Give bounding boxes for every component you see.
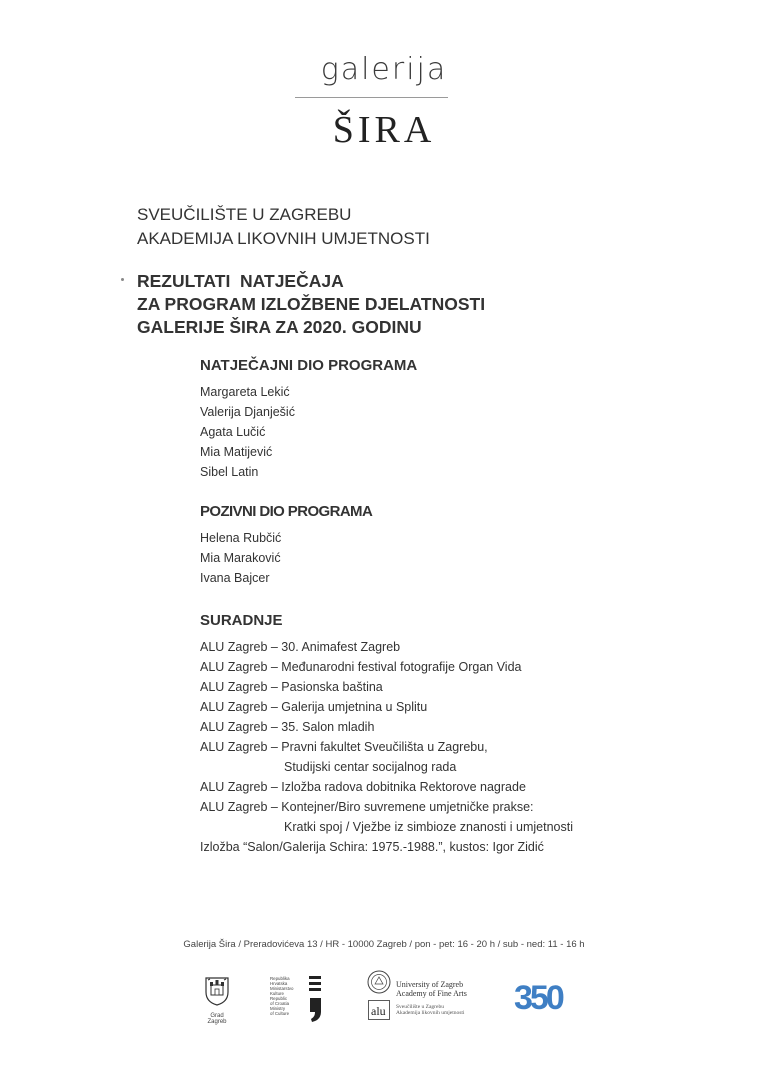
list-item: Agata Lučić [200, 425, 266, 439]
ministry-text-line: of Croatia [270, 1001, 290, 1006]
collaboration-description: Međunarodni festival fotografije Organ Vida [281, 660, 522, 674]
section-heading: POZIVNI DIO PROGRAMA [200, 503, 373, 520]
sira-logo-text: ŠIRA [332, 109, 436, 151]
section-collaborations [200, 612, 573, 857]
university-name: SVEUČILIŠTE U ZAGREBU [137, 205, 352, 224]
sponsor-logos [0, 970, 768, 1030]
document-title [137, 270, 485, 339]
list-item: Margareta Lekić [200, 385, 290, 399]
collaboration-description: Izložba radova dobitnika Rektorove nagrade [281, 780, 526, 794]
list-item: Mia Maraković [200, 551, 281, 565]
academy-en-line: University of Zagreb [396, 980, 464, 989]
title-line: REZULTATI NATJEČAJA [137, 271, 344, 291]
collaboration-line [200, 777, 573, 797]
collaboration-line [200, 677, 573, 697]
alu-mark-icon [368, 1000, 390, 1020]
academy-name: AKADEMIJA LIKOVNIH UMJETNOSTI [137, 229, 430, 248]
collaboration-line [200, 717, 573, 737]
collaboration-org: ALU Zagreb – [200, 680, 282, 694]
grad-zagreb-logo [200, 974, 234, 1025]
zagreb-coat-of-arms-icon [204, 974, 230, 1006]
title-line: ZA PROGRAM IZLOŽBENE DJELATNOSTI [137, 294, 486, 314]
collaboration-org: ALU Zagreb – [200, 640, 282, 654]
ministry-text-line: Hrvatska [270, 981, 288, 986]
collaboration-description: Pasionska baština [281, 680, 383, 694]
gallery-footer: Galerija Šira / Preradovićeva 13 / HR - 10000 Zagreb / pon - pet: 16 - 20 h / sub - ned: 11 - 16 h [183, 939, 585, 950]
collaboration-org: ALU Zagreb – [200, 720, 282, 734]
collaboration-description: Studijski centar socijalnog rada [284, 760, 457, 774]
collaboration-org: ALU Zagreb – [200, 660, 282, 674]
section-heading: NATJEČAJNI DIO PROGRAMA [200, 357, 418, 374]
collaboration-line [200, 817, 573, 837]
section-heading: SURADNJE [200, 612, 283, 629]
collaboration-list [200, 637, 573, 837]
galerija-logo-text: galerija [320, 52, 448, 87]
ministry-text-line: Ministarstvo [270, 986, 294, 991]
university-seal-icon [366, 970, 392, 994]
collaboration-description: 30. Animafest Zagreb [281, 640, 401, 654]
ministry-text-line: Republic [270, 996, 288, 1001]
collaboration-org: ALU Zagreb – [200, 780, 282, 794]
bullet-dot-icon [121, 278, 124, 281]
ministry-text-line: Republika [270, 976, 290, 981]
section-competition [200, 357, 417, 482]
collaboration-line [200, 637, 573, 657]
collaboration-line [200, 657, 573, 677]
anniversary-number: 350 [514, 979, 562, 1016]
academy-en-line: Academy of Fine Arts [396, 989, 467, 998]
list-item: Sibel Latin [200, 465, 259, 479]
closing-line: Izložba “Salon/Galerija Schira: 1975.-1988.”, kustos: Igor Zidić [200, 840, 544, 854]
list-item: Mia Matijević [200, 445, 273, 459]
ministry-text-line: Ministry [270, 1006, 286, 1011]
collaboration-description: Kontejner/Biro suvremene umjetničke prakse: [281, 800, 534, 814]
collaboration-description: Galerija umjetnina u Splitu [281, 700, 428, 714]
anniversary-350-logo [514, 976, 584, 1016]
collaboration-line [200, 697, 573, 717]
collaboration-description: Kratki spoj / Vježbe iz simbioze znanosti i umjetnosti [284, 820, 574, 834]
academy-hr-line: Sveučilište u Zagrebu [396, 1004, 444, 1010]
collaboration-org: ALU Zagreb – [200, 740, 282, 754]
svg-text:alu: alu [371, 1004, 386, 1018]
ministry-text-line: Kulture [270, 991, 284, 996]
grad-zagreb-caption: Grad Zagreb [207, 1013, 227, 1025]
section-invited [200, 503, 372, 588]
ministry-text-line: of Culture [270, 1011, 290, 1016]
ministry-semicolon-icon [302, 974, 330, 1022]
list-item: Ivana Bajcer [200, 571, 270, 585]
collaboration-org: ALU Zagreb – [200, 800, 282, 814]
list-item: Helena Rubčić [200, 531, 282, 545]
collaboration-description: 35. Salon mladih [281, 720, 375, 734]
collaboration-description: Pravni fakultet Sveučilišta u Zagrebu, [281, 740, 488, 754]
collaboration-line [200, 737, 573, 757]
collaboration-line [200, 797, 573, 817]
title-line: GALERIJE ŠIRA ZA 2020. GODINU [137, 317, 422, 337]
logo-divider [295, 97, 448, 98]
list-item: Valerija Djanješić [200, 405, 295, 419]
collaboration-org: ALU Zagreb – [200, 700, 282, 714]
institution-block [137, 203, 430, 251]
collaboration-line [200, 757, 573, 777]
academy-hr-line: Akademija likovnih umjetnosti [396, 1010, 465, 1016]
